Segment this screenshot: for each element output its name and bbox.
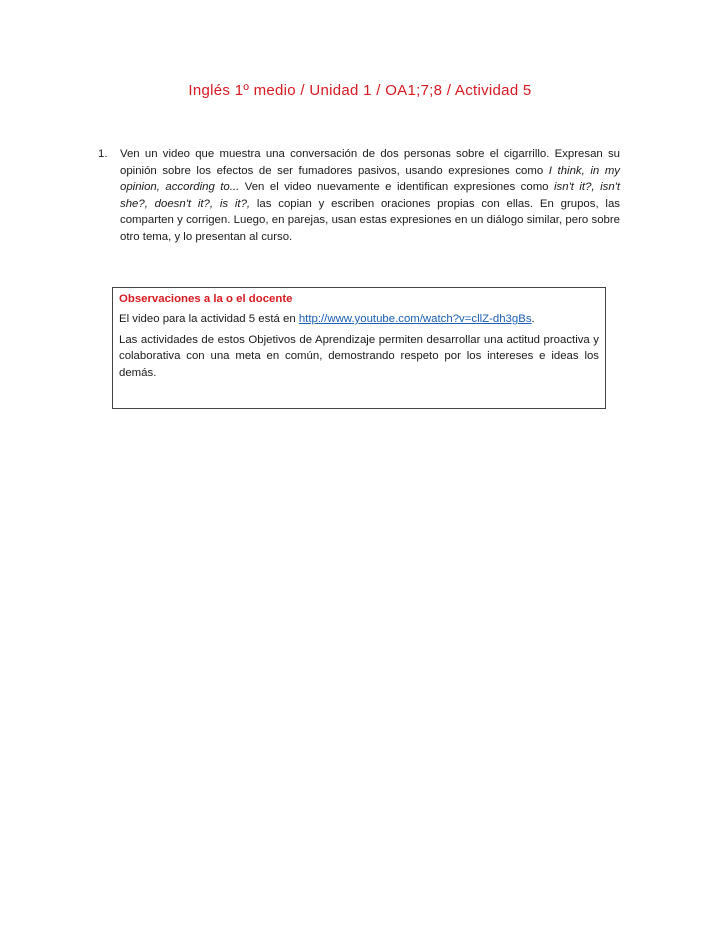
activity-italic-expressions-1: I think, in my opinion, according to...: [120, 164, 620, 194]
activity-text-part3: las copian y escriben oraciones propias con ellas. En grupos, las comparten y corrigen. Luego, en parejas, usan estas expresiones en un diálogo similar, pero sobre otro tema, y lo presentan al curso.: [120, 197, 620, 243]
teacher-notes-title: Observaciones a la o el docente: [119, 293, 293, 305]
activity-text: [120, 146, 620, 246]
teacher-notes-video-paragraph: [119, 311, 599, 328]
activity-text-part1: Ven un video que muestra una conversación de dos personas sobre el cigarrillo. Expresan su opinión sobre los efectos de ser fumadores pasivos, usando expresiones como: [120, 148, 620, 177]
activity-number: 1.: [98, 148, 108, 160]
activity-text-part2: Ven el video nuevamente e identifican expresiones como: [239, 181, 555, 194]
teacher-notes-box: [112, 287, 606, 409]
teacher-notes-attitude-paragraph: Las actividades de estos Objetivos de Aprendizaje permiten desarrollar una actitud proactiva y colaborativa con una meta en común, demostrando respeto por los intereses e ideas los demás.: [119, 333, 599, 379]
video-link[interactable]: http://www.youtube.com/watch?v=cllZ-dh3gBs: [298, 313, 532, 325]
video-note-suffix: .: [531, 313, 535, 325]
activity-italic-expressions-2: isn't it?, isn't she?, doesn't it?, is it?,: [120, 181, 620, 210]
video-note-prefix: El video para la actividad 5 está en: [119, 313, 299, 325]
page-title: Inglés 1º medio / Unidad 1 / OA1;7;8 / Actividad 5: [188, 82, 532, 99]
activity-item: [98, 146, 620, 246]
